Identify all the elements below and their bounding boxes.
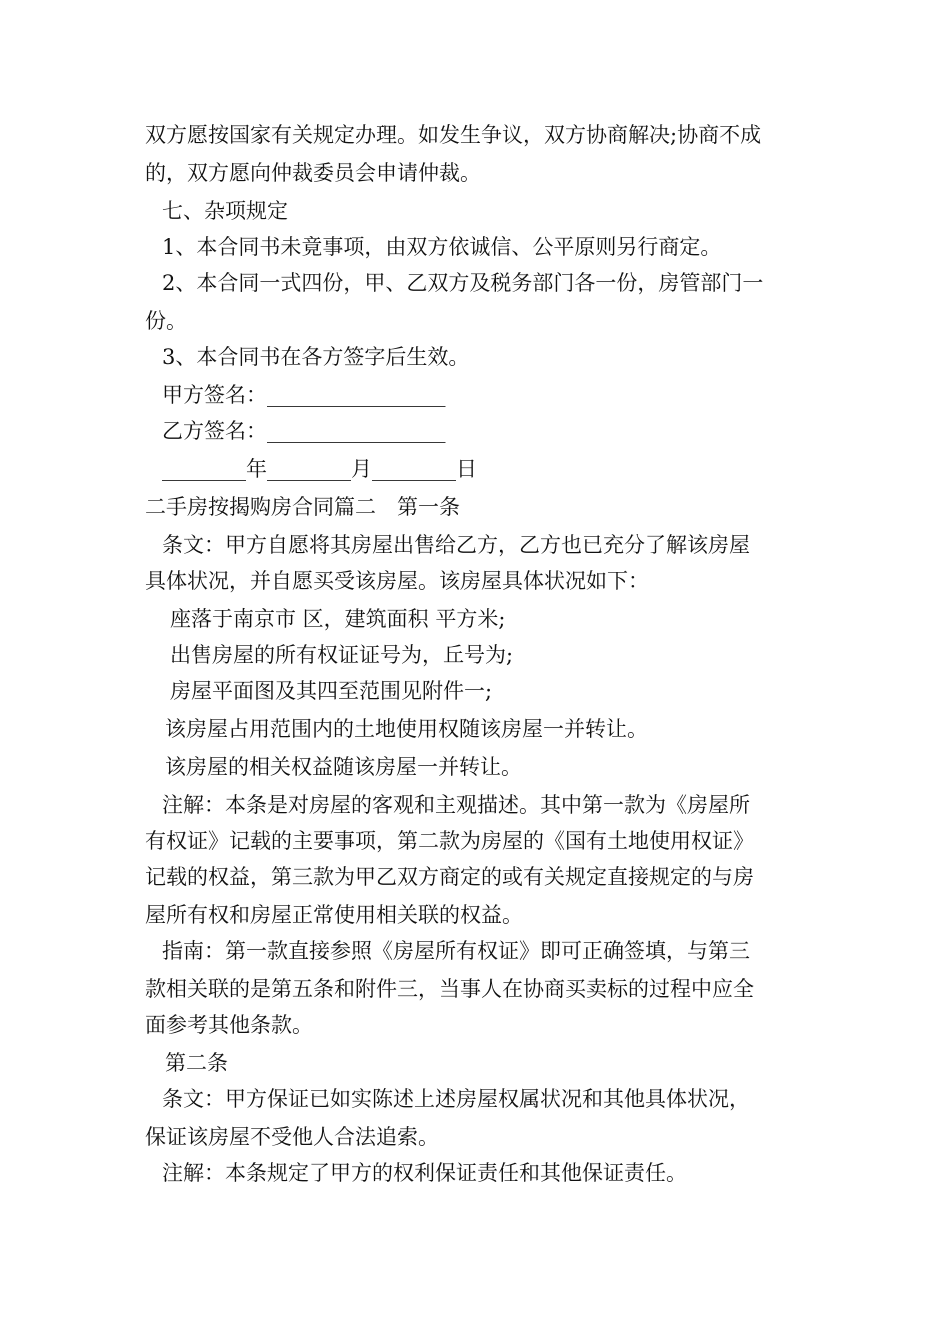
paragraph-line: 具体状况，并自愿买受该房屋。该房屋具体状况如下： [145, 569, 649, 593]
clause-item: 3、本合同书在各方签字后生效。 [162, 345, 470, 369]
section-heading: 二手房按揭购房合同篇二 第一条 [145, 495, 460, 519]
paragraph-line: 条文：甲方保证已如实陈述上述房屋权属状况和其他具体状况， [162, 1087, 750, 1111]
paragraph-line: 该房屋的相关权益随该房屋一并转让。 [165, 755, 522, 779]
party-a-signature-line: 甲方签名：_________________ [162, 383, 446, 407]
paragraph-line: 指南：第一款直接参照《房屋所有权证》即可正确签填，与第三 [162, 939, 750, 963]
paragraph-line: 有权证》记载的主要事项，第二款为房屋的《国有土地使用权证》 [145, 829, 754, 853]
section-heading: 第二条 [165, 1051, 228, 1075]
section-heading: 七、杂项规定 [162, 199, 288, 223]
clause-item: 1、本合同书未竟事项，由双方依诚信、公平原则另行商定。 [162, 235, 722, 259]
property-detail-line: 房屋平面图及其四至范围见附件一; [170, 679, 493, 703]
paragraph-line: 保证该房屋不受他人合法追索。 [145, 1125, 439, 1149]
paragraph-line: 双方愿按国家有关规定办理。如发生争议，双方协商解决;协商不成 [145, 123, 762, 147]
paragraph-line: 记载的权益，第三款为甲乙双方商定的或有关规定直接规定的与房 [145, 865, 754, 889]
date-line: ________年________月________日 [162, 457, 477, 481]
paragraph-line: 的，双方愿向仲裁委员会申请仲裁。 [145, 161, 481, 185]
paragraph-line: 条文：甲方自愿将其房屋出售给乙方，乙方也已充分了解该房屋 [162, 533, 750, 557]
party-b-signature-line: 乙方签名：_________________ [162, 419, 446, 443]
paragraph-line: 面参考其他条款。 [145, 1013, 313, 1037]
paragraph-line: 款相关联的是第五条和附件三，当事人在协商买卖标的过程中应全 [145, 977, 754, 1001]
clause-item: 2、本合同一式四份，甲、乙双方及税务部门各一份，房管部门一 [162, 271, 764, 295]
property-detail-line: 座落于南京市 区，建筑面积 平方米; [170, 607, 506, 631]
property-detail-line: 出售房屋的所有权证证号为，丘号为; [170, 643, 514, 667]
paragraph-line: 注解：本条规定了甲方的权利保证责任和其他保证责任。 [162, 1161, 687, 1185]
paragraph-line: 注解：本条是对房屋的客观和主观描述。其中第一款为《房屋所 [162, 793, 750, 817]
paragraph-line: 份。 [145, 309, 187, 333]
paragraph-line: 屋所有权和房屋正常使用相关联的权益。 [145, 903, 523, 927]
paragraph-line: 该房屋占用范围内的土地使用权随该房屋一并转让。 [165, 717, 648, 741]
